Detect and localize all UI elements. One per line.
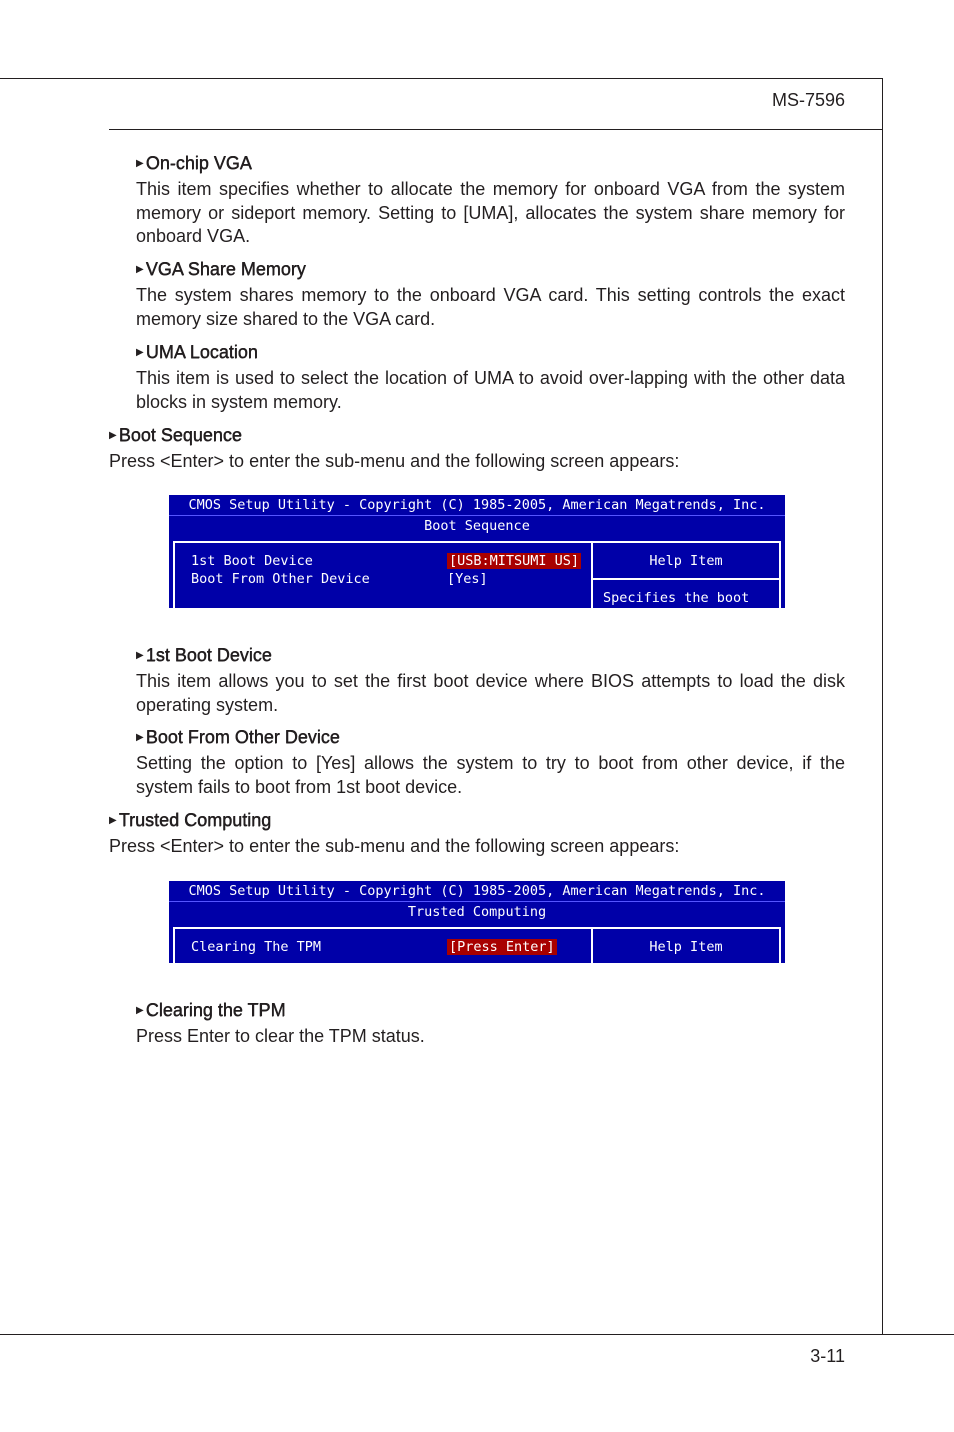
bottom-rule bbox=[0, 1334, 954, 1335]
section-heading: ▶ VGA Share Memory bbox=[136, 259, 306, 279]
triangle-right-icon: ▶ bbox=[136, 158, 144, 169]
bios-trusted-computing-screen bbox=[169, 881, 785, 963]
bios-help-text: Specifies the boot bbox=[603, 590, 750, 606]
section-text: Press Enter to clear the TPM status. bbox=[136, 1026, 425, 1046]
bios-item-label[interactable]: Clearing The TPM bbox=[191, 939, 322, 955]
section-heading: ▶ UMA Location bbox=[136, 342, 258, 362]
top-rule bbox=[0, 78, 883, 79]
triangle-right-icon: ▶ bbox=[109, 815, 117, 826]
section-text: This item allows you to set the first boot device where BIOS attempts to load the disk operating system. bbox=[136, 671, 845, 715]
side-rule bbox=[882, 78, 883, 1335]
section-text: Setting the option to [Yes] allows the system to try to boot from other device, if the system fails to boot from 1st boot device. bbox=[136, 753, 845, 797]
section-heading: ▶ Trusted Computing bbox=[109, 810, 272, 830]
section-onchip-vga bbox=[136, 152, 845, 249]
section-trusted-computing bbox=[109, 809, 845, 859]
section-uma-location bbox=[136, 341, 845, 414]
bios-item-value[interactable]: [Yes] bbox=[447, 571, 488, 587]
header-rule bbox=[109, 129, 883, 130]
bios-screen-title: Boot Sequence bbox=[169, 515, 785, 536]
triangle-right-icon: ▶ bbox=[136, 732, 144, 743]
bios-copyright: CMOS Setup Utility - Copyright (C) 1985-2005, American Megatrends, Inc. bbox=[169, 881, 785, 901]
bios-settings-pane bbox=[175, 929, 589, 963]
section-vga-share-memory bbox=[136, 258, 845, 331]
bios-settings-pane bbox=[175, 543, 589, 608]
section-text: This item specifies whether to allocate the memory for onboard VGA from the system memory or sideport memory. Setting to [UMA], allocates the system share memory for onboard VGA. bbox=[136, 179, 845, 246]
section-clearing-the-tpm bbox=[136, 999, 845, 1049]
section-first-boot-device bbox=[136, 644, 845, 717]
bios-copyright: CMOS Setup Utility - Copyright (C) 1985-2005, American Megatrends, Inc. bbox=[169, 495, 785, 515]
bios-item-label[interactable]: 1st Boot Device bbox=[191, 553, 313, 569]
triangle-right-icon: ▶ bbox=[136, 1005, 144, 1016]
section-heading: ▶ Boot Sequence bbox=[109, 425, 242, 445]
bios-help-pane bbox=[591, 929, 779, 963]
bios-boot-sequence-screen bbox=[169, 495, 785, 608]
section-heading: ▶ 1st Boot Device bbox=[136, 645, 272, 665]
section-text: This item is used to select the location of UMA to avoid over-lapping with the other data blocks in system memory. bbox=[136, 368, 845, 412]
page-number: 3-11 bbox=[810, 1346, 845, 1366]
bios-item-label[interactable]: Boot From Other Device bbox=[191, 571, 370, 587]
triangle-right-icon: ▶ bbox=[136, 347, 144, 358]
bios-item-value[interactable]: [Press Enter] bbox=[449, 939, 555, 955]
bios-panel bbox=[173, 927, 781, 963]
bios-help-pane bbox=[591, 543, 779, 608]
bios-help-title: Help Item bbox=[649, 939, 723, 955]
section-text: Press <Enter> to enter the sub-menu and the following screen appears: bbox=[109, 836, 680, 856]
section-text: The system shares memory to the onboard VGA card. This setting controls the exact memory size shared to the VGA card. bbox=[136, 285, 845, 329]
triangle-right-icon: ▶ bbox=[136, 650, 144, 661]
section-heading: ▶ Boot From Other Device bbox=[136, 727, 340, 747]
bios-help-divider bbox=[593, 578, 779, 580]
section-boot-sequence bbox=[109, 424, 845, 474]
section-heading: ▶ Clearing the TPM bbox=[136, 1000, 286, 1020]
bios-panel bbox=[173, 541, 781, 608]
bios-help-title: Help Item bbox=[649, 553, 723, 569]
section-heading: ▶ On-chip VGA bbox=[136, 153, 252, 173]
triangle-right-icon: ▶ bbox=[136, 264, 144, 275]
section-boot-from-other-device bbox=[136, 726, 845, 799]
bios-item-value[interactable]: [USB:MITSUMI US] bbox=[449, 553, 580, 569]
section-text: Press <Enter> to enter the sub-menu and the following screen appears: bbox=[109, 451, 680, 471]
triangle-right-icon: ▶ bbox=[109, 430, 117, 441]
bios-screen-title: Trusted Computing bbox=[169, 901, 785, 922]
model-number: MS-7596 bbox=[771, 90, 845, 110]
